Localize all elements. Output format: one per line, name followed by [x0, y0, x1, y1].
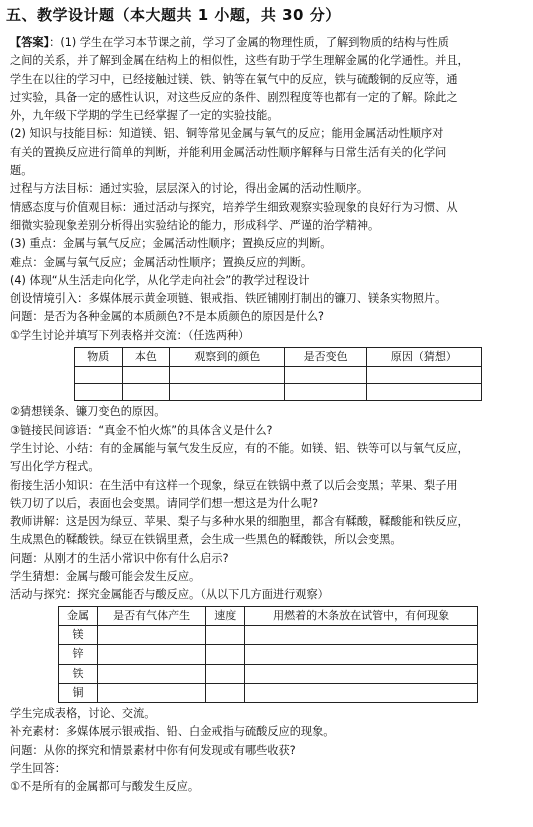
paragraph-line: 【答案】：(1) 学生在学习本节课之前，学习了金属的物理性质，了解到物质的结构与性质	[10, 36, 449, 49]
table-cell	[245, 645, 478, 664]
table-header-cell: 是否变色	[285, 348, 366, 367]
table-cell	[98, 625, 206, 644]
table-cell	[75, 384, 123, 401]
paragraph-line: 学生讨论、小结：有的金属能与氧气发生反应，有的不能。如镁、铝、铁等可以与氧气反应，	[10, 441, 469, 455]
table-header-cell: 是否有气体产生	[98, 606, 206, 625]
table-cell	[245, 683, 478, 702]
table-row	[75, 367, 482, 384]
table-cell	[98, 664, 206, 683]
table-cell	[206, 645, 245, 664]
paragraph-line: 学生猜想：金属与酸可能会发生反应。	[10, 570, 201, 584]
paragraph-line: 写出化学方程式。	[10, 460, 100, 474]
table-cell	[206, 625, 245, 644]
paragraph-line: 教师讲解：这是因为绿豆、苹果、梨子与多种水果的细胞里，都含有鞣酸，鞣酸能和铁反应，	[10, 515, 469, 529]
paragraph-line: 活动与探究：探究金属能否与酸反应。（从以下几方面进行观察）	[10, 588, 329, 602]
table-header-row	[75, 348, 482, 367]
table-header-cell: 本色	[122, 348, 170, 367]
table-row	[59, 625, 478, 644]
table-cell	[170, 367, 285, 384]
paragraph-line: 之间的关系，并了解到金属在结构上的相似性，这些有助于学生理解金属的化学通性。并且，	[10, 54, 469, 68]
paragraph-line: 创设情境引入：多媒体展示黄金项链、银戒指、铁匠铺刚打制出的镰刀、镁条实物照片。	[10, 292, 447, 306]
paragraph-line: 细微实验现象差别分析得出实验结论的能力，形成科学、严谨的治学精神。	[10, 218, 380, 232]
table-cell	[170, 384, 285, 401]
table-cell	[98, 645, 206, 664]
metal-cell: 镁	[59, 625, 98, 644]
table-row	[75, 384, 482, 401]
table-cell	[98, 683, 206, 702]
table-header-cell: 物质	[75, 348, 123, 367]
table-header-cell: 金属	[59, 606, 98, 625]
paragraph-line: 过实验，具备一定的感性认识，对这些反应的条件、剧烈程度等也都有一定的了解。除此之	[10, 90, 458, 104]
paragraph-line: 外，九年级下学期的学生已经掌握了一定的实验技能。	[10, 109, 279, 123]
paragraph-line: ①学生讨论并填写下列表格并交流：（任选两种）	[10, 328, 250, 342]
table-cell	[366, 367, 481, 384]
paragraph-line: (4) 体现“从生活走向化学，从化学走向社会”的教学过程设计	[10, 273, 310, 287]
paragraph-line: 过程与方法目标：通过实验，层层深入的讨论，得出金属的活动性顺序。	[10, 182, 369, 196]
table-cell	[245, 625, 478, 644]
paragraph-line: 学生回答：	[10, 761, 66, 775]
metal-acid-table	[58, 606, 478, 703]
paragraph-line: 衔接生活小知识：在生活中有这样一个现象，绿豆在铁锅中煮了以后会变黑；苹果、梨子用	[10, 478, 458, 492]
table-row	[59, 645, 478, 664]
table-cell	[206, 683, 245, 702]
answer-tag: 【答案】	[10, 36, 50, 49]
table-cell	[122, 384, 170, 401]
table-cell	[366, 384, 481, 401]
metal-cell: 铜	[59, 683, 98, 702]
paragraph-line: (2) 知识与技能目标：知道镁、铝、铜等常见金属与氧气的反应；能用金属活动性顺序对	[10, 127, 444, 141]
table-cell	[206, 664, 245, 683]
answer-content	[10, 34, 526, 797]
paragraph-line: 问题：从刚才的生活小常识中你有什么启示?	[10, 551, 229, 565]
paragraph-line: 题。	[10, 164, 33, 178]
paragraph-line: ②猜想镁条、镰刀变色的原因。	[10, 405, 166, 419]
color-observation-table	[74, 347, 482, 401]
paragraph-line: 难点：金属与氧气反应；金属活动性顺序；置换反应的判断。	[10, 255, 313, 269]
table-cell	[285, 384, 366, 401]
table-header-cell: 速度	[206, 606, 245, 625]
paragraph-line: (3) 重点：金属与氧气反应；金属活动性顺序；置换反应的判断。	[10, 237, 332, 251]
paragraph-line: 问题：从你的探究和情景素材中你有何发现或有哪些收获?	[10, 743, 296, 757]
section-title: 五、教学设计题（本大题共 1 小题，共 30 分）	[6, 6, 341, 24]
paragraph-line: 情感态度与价值观目标：通过活动与探究，培养学生细致观察实验现象的良好行为习惯、从	[10, 200, 458, 214]
paragraph-line: ③链接民间谚语：“真金不怕火炼”的具体含义是什么?	[10, 423, 273, 437]
table-header-cell: 用燃着的木条放在试管中，有何现象	[245, 606, 478, 625]
table-header-cell: 观察到的颜色	[170, 348, 285, 367]
metal-cell: 铁	[59, 664, 98, 683]
table-cell	[285, 367, 366, 384]
table-cell	[75, 367, 123, 384]
paragraph-line: 学生完成表格，讨论、交流。	[10, 707, 156, 721]
paragraph-line: ①不是所有的金属都可与酸发生反应。	[10, 780, 200, 794]
metal-cell: 锌	[59, 645, 98, 664]
table-cell	[245, 664, 478, 683]
paragraph-line: 学生在以往的学习中，已经接触过镁、铁、钠等在氧气中的反应，铁与硫酸铜的反应等，通	[10, 72, 458, 86]
paragraph-line: 生成黑色的鞣酸铁。绿豆在铁锅里煮，会生成一些黑色的鞣酸铁，所以会变黑。	[10, 533, 402, 547]
table-row	[59, 683, 478, 702]
paragraph-line: 有关的置换反应进行简单的判断，并能利用金属活动性顺序解释与日常生活有关的化学问	[10, 145, 447, 159]
table-row	[59, 664, 478, 683]
table-header-row	[59, 606, 478, 625]
paragraph-line: 铁刀切了以后，表面也会变黑。请同学们想一想这是为什么呢?	[10, 496, 319, 510]
table-cell	[122, 367, 170, 384]
table-header-cell: 原因（猜想）	[366, 348, 481, 367]
paragraph-line: 问题：是否为各种金属的本质颜色?不是本质颜色的原因是什么?	[10, 310, 324, 324]
paragraph-line: 补充素材：多媒体展示银戒指、铅、白金戒指与硫酸反应的现象。	[10, 725, 335, 739]
